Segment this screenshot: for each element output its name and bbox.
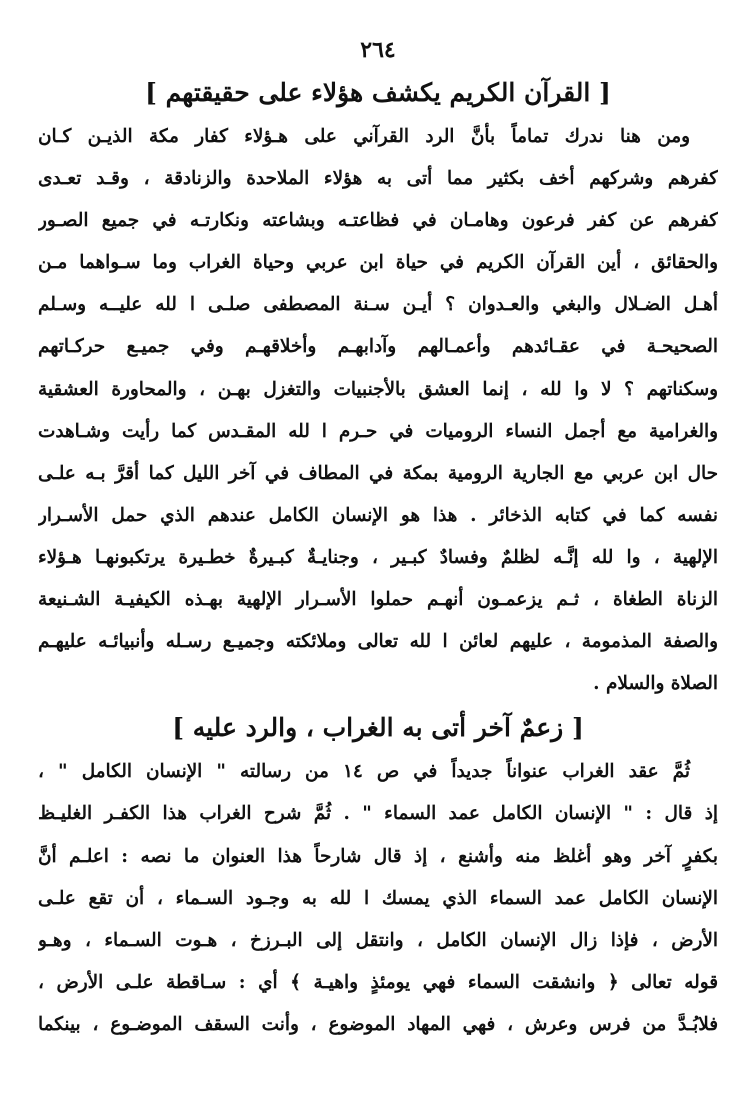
text-line: والغرامية مع أجمل النساء الروميات في حـرم ا لله المقـدس كما رأيت وشـاهدت	[38, 420, 718, 442]
text-line: الأرض ، فإذا زال الإنسان الكامل ، وانتقل إلى البـرزخ ، هـوت السـماء ، وهـو	[38, 929, 718, 951]
page-number: ٢٦٤	[360, 37, 396, 63]
text-line: الصلاة والسلام .	[593, 673, 718, 695]
book-page	[38, 30, 718, 1046]
text-line: والحقائق ، أين القرآن الكريم في حياة ابن عربي وحياة الغراب وما سـواهما مـن	[38, 252, 718, 274]
text-line: الصحيحـة في عقـائدهم وأعمـالهم وآدابهـم وأخلاقهـم وفي جميـع حركـاتهم	[38, 336, 718, 358]
text-line: حال ابن عربي مع الجارية الرومية بمكة في المطاف في آخر الليل كما أقرَّ بـه علـى	[38, 462, 718, 484]
text-line: الإنسان الكامل عمد السماء الذي يمسك ا لله به وجـود السـماء ، أن تقع علـى	[38, 887, 718, 909]
text-line: الزناة الطغاة ، ثـم يزعمـون أنهـم حملوا الأسـرار الإلهية بهـذه الكيفيـة الشـنيعة	[38, 589, 718, 611]
text-line: إذ قال : " الإنسان الكامل عمد السماء " . ثُمَّ شرح الغراب هذا الكفـر الغليـظ	[38, 803, 718, 825]
text-line: فلابُـدَّ من فرس وعرش ، فهي المهاد الموضوع ، وأنت السقف الموضـوع ، بينكما	[38, 1013, 718, 1035]
text-line: ثُمَّ عقد الغراب عنواناً جديداً في ص ١٤ من رسالته " الإنسان الكامل " ،	[38, 761, 691, 783]
text-line: ومن هنا ندرك تماماً بأنَّ الرد القرآني على هـؤلاء كفار مكة الذيـن كـان	[38, 126, 690, 147]
paragraph-quran-reveals	[38, 116, 718, 705]
section-heading-another-claim: [ زعمٌ آخر أتى به الغراب ، والرد عليه ]	[172, 713, 584, 743]
text-line: نفسه كما في كتابه الذخائر . هذا هو الإنسان الكامل عندهم الذي حمل الأسـرار	[38, 504, 718, 526]
paragraph-another-claim	[38, 751, 718, 1046]
text-line: كفرهم وشركهم أخف بكثير مما أتى به هؤلاء الملاحدة والزنادقة ، وقـد تعـدى	[38, 168, 718, 190]
text-line: قوله تعالى ﴿ وانشقت السماء فهي يومئذٍ واهيـة ﴾ أي : سـاقطة علـى الأرض ،	[38, 971, 718, 993]
text-line: وسكناتهم ؟ لا وا لله ، إنما العشق بالأجنبيات والتغزل بهـن ، والمحاورة العشقية	[38, 378, 718, 400]
text-line: كفرهم عن كفر فرعون وهامـان في فظاعتـه وبشاعته ونكارتـه في جميع الصـور	[38, 210, 718, 232]
text-line: بكفرٍ آخر وهو أغلظ منه وأشنع ، إذ قال شارحاً هذا العنوان ما نصه : اعلـم أنَّ	[38, 845, 718, 867]
section-heading-quran-reveals: [ القرآن الكريم يكشف هؤلاء على حقيقتهم ]	[145, 78, 611, 107]
text-line: أهـل الضـلال والبغي والعـدوان ؟ أيـن سـنة المصطفى صلـى ا لله عليــه وسـلم	[38, 294, 718, 316]
text-line: الإلهية ، وا لله إنَّـه لظلمٌ وفسادٌ كبـير ، وجنايـةٌ كبـيرةٌ خطـيرة يرتكبونهـا هـؤلاء	[38, 546, 718, 568]
text-line: والصفة المذمومة ، عليهم لعائن ا لله تعالى وملائكته وجميـع رسـله وأنبيائـه عليهـم	[38, 631, 718, 653]
